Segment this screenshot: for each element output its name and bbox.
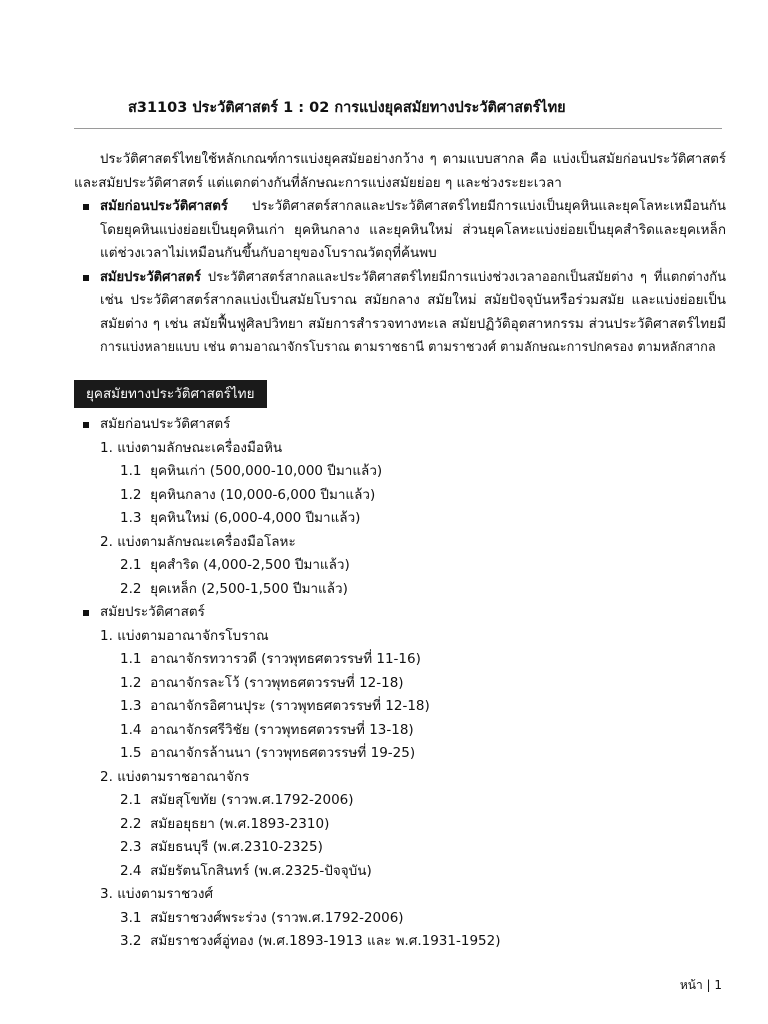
bullet-term: สมัยประวัติศาสตร์ <box>100 269 201 285</box>
section-heading: ยุคสมัยทางประวัติศาสตร์ไทย <box>74 380 267 408</box>
outline-subitem <box>74 789 726 813</box>
outline-number: 2. <box>100 533 113 550</box>
outline-number: 1.2 <box>120 674 142 691</box>
outline-subitem-label: อาณาจักรล้านนา (ราวพุทธศตวรรษที่ 19-25) <box>150 745 416 761</box>
outline-subitem-label: ยุคหินเก่า (500,000-10,000 ปีมาแล้ว) <box>150 463 383 479</box>
outline-subitem-label: สมัยสุโขทัย (ราวพ.ศ.1792-2006) <box>150 792 354 808</box>
outline-group <box>74 531 726 555</box>
outline-subitem <box>74 930 726 954</box>
outline-number: 1.4 <box>120 721 142 738</box>
outline-subitem-label: สมัยราชวงศ์อู่ทอง (พ.ศ.1893-1913 และ พ.ศ.1931-1952) <box>150 933 501 949</box>
outline-number: 2.1 <box>120 792 142 808</box>
page-title: ส31103 ประวัติศาสตร์ 1 : 02 การแบ่งยุคสมัยทางประวัติศาสตร์ไทย <box>128 100 566 116</box>
outline-group-label: แบ่งตามลักษณะเครื่องมือหิน <box>117 439 283 456</box>
outline-subitem <box>74 648 726 672</box>
outline-subitem-label: ยุคเหล็ก (2,500-1,500 ปีมาแล้ว) <box>150 580 348 597</box>
outline-subitem <box>74 672 726 696</box>
outline-number: 1.5 <box>120 745 142 761</box>
outline-subitem <box>74 907 726 931</box>
outline-subitem <box>74 742 726 766</box>
outline-subitem <box>74 719 726 743</box>
outline-number: 1. <box>100 627 113 644</box>
outline-subitem <box>74 813 726 837</box>
bullet-line: เช่น ประวัติศาสตร์สากลแบ่งเป็นสมัยโบราณ สมัยกลาง สมัยใหม่ สมัยปัจจุบันหรือร่วมสมัย และแบ่งย่อยเป็น <box>100 292 726 308</box>
outline-subitem <box>74 860 726 884</box>
bullet-line <box>100 195 726 219</box>
outline-group-label: แบ่งตามราชวงศ์ <box>117 886 214 902</box>
outline-group <box>74 883 726 907</box>
outline-subitem <box>74 484 726 508</box>
outline-subitem <box>74 507 726 531</box>
intro-line: ประวัติศาสตร์ไทยใช้หลักเกณฑ์การแบ่งยุคสมัยอย่างกว้าง ๆ ตามแบบสากล คือ แบ่งเป็นสมัยก่อนประวัติศาสตร์ <box>100 152 726 167</box>
outline-number: 2.3 <box>120 839 142 855</box>
square-bullet-icon <box>83 204 89 210</box>
outline-number: 1.3 <box>120 698 142 714</box>
bullet-line: โดยยุคหินแบ่งย่อยเป็นยุคหินเก่า ยุคหินกลาง และยุคหินใหม่ ส่วนยุคโลหะแบ่งย่อยเป็นยุคสำริดและยุคเหล็ก <box>100 221 726 238</box>
outline-number: 3. <box>100 886 113 902</box>
outline-group-label: แบ่งตามลักษณะเครื่องมือโลหะ <box>117 533 296 550</box>
outline-number: 2.2 <box>120 580 142 597</box>
outline-group <box>74 437 726 461</box>
outline-subitem-label: สมัยรัตนโกสินทร์ (พ.ศ.2325-ปัจจุบัน) <box>150 862 372 879</box>
square-bullet-icon <box>83 422 89 428</box>
page-number: หน้า | 1 <box>679 978 722 992</box>
outline-subitem <box>74 836 726 860</box>
outline-group-label: แบ่งตามราชอาณาจักร <box>117 768 250 785</box>
outline-top-label: สมัยก่อนประวัติศาสตร์ <box>100 416 231 432</box>
outline-subitem-label: สมัยราชวงศ์พระร่วง (ราวพ.ศ.1792-2006) <box>150 909 404 926</box>
bullet-line: การแบ่งหลายแบบ เช่น ตามอาณาจักรโบราณ ตามราชธานี ตามราชวงศ์ ตามลักษณะการปกครอง ตามหลักสากล <box>100 340 716 355</box>
outline-number: 1. <box>100 439 113 456</box>
bullet-line: แต่ช่วงเวลาไม่เหมือนกันขึ้นกับอายุของโบราณวัตถุที่ค้นพบ <box>100 245 437 261</box>
outline-number: 3.2 <box>120 933 142 949</box>
outline-subitem <box>74 460 726 484</box>
outline-subitem <box>74 695 726 719</box>
outline-subitem-label: อาณาจักรละโว้ (ราวพุทธศตวรรษที่ 12-18) <box>150 674 404 691</box>
intro-line: และสมัยประวัติศาสตร์ แต่แตกต่างกันที่ลักษณะการแบ่งสมัยย่อย ๆ และช่วงระยะเวลา <box>74 174 562 191</box>
outline-subitem-label: ยุคหินใหม่ (6,000-4,000 ปีมาแล้ว) <box>150 510 361 526</box>
outline-group <box>74 766 726 790</box>
bullet-prehistory <box>74 195 726 266</box>
outline-top-label: สมัยประวัติศาสตร์ <box>100 604 205 620</box>
bullet-text: ประวัติศาสตร์สากลและประวัติศาสตร์ไทยมีการแบ่งช่วงเวลาออกเป็นสมัยต่าง ๆ ที่แตกต่างกัน <box>207 269 726 285</box>
outline-top-item <box>74 601 726 625</box>
outline-list <box>74 413 726 954</box>
outline-number: 2.4 <box>120 862 142 879</box>
outline-subitem-label: ยุคสำริด (4,000-2,500 ปีมาแล้ว) <box>150 557 350 573</box>
outline-subitem-label: สมัยอยุธยา (พ.ศ.1893-2310) <box>150 815 330 832</box>
outline-subitem-label: อาณาจักรอิศานปุระ (ราวพุทธศตวรรษที่ 12-18) <box>150 698 430 714</box>
square-bullet-icon <box>83 610 89 616</box>
outline-subitem-label: อาณาจักรศรีวิชัย (ราวพุทธศตวรรษที่ 13-18) <box>150 721 414 738</box>
outline-subitem <box>74 554 726 578</box>
outline-number: 1.3 <box>120 510 142 526</box>
title-divider <box>74 128 722 129</box>
outline-number: 2.2 <box>120 815 142 832</box>
outline-top-item <box>74 413 726 437</box>
outline-subitem-label: อาณาจักรทวารวดี (ราวพุทธศตวรรษที่ 11-16) <box>150 651 421 667</box>
outline-subitem-label: สมัยธนบุรี (พ.ศ.2310-2325) <box>150 839 323 855</box>
outline-number: 3.1 <box>120 909 142 926</box>
bullet-history <box>74 266 726 360</box>
square-bullet-icon <box>83 275 89 281</box>
bullet-line: สมัยต่าง ๆ เช่น สมัยฟื้นฟูศิลปวิทยา สมัยการสำรวจทางทะเล สมัยปฏิวัติอุตสาหกรรม ส่วนประวัติศาสตร์ไทยมี <box>100 315 726 332</box>
intro-section <box>74 148 726 360</box>
outline-number: 2.1 <box>120 557 142 573</box>
bullet-term: สมัยก่อนประวัติศาสตร์ <box>100 199 228 214</box>
outline-number: 1.1 <box>120 651 142 667</box>
outline-number: 1.1 <box>120 463 142 479</box>
outline-group-label: แบ่งตามอาณาจักรโบราณ <box>117 627 269 644</box>
bullet-text: ประวัติศาสตร์สากลและประวัติศาสตร์ไทยมีการแบ่งเป็นยุคหินและยุคโลหะเหมือนกัน <box>251 199 726 214</box>
outline-subitem <box>74 578 726 602</box>
outline-group <box>74 625 726 649</box>
bullet-line <box>100 266 726 290</box>
outline-number: 2. <box>100 768 113 785</box>
outline-number: 1.2 <box>120 486 142 503</box>
outline-subitem-label: ยุคหินกลาง (10,000-6,000 ปีมาแล้ว) <box>150 486 376 503</box>
